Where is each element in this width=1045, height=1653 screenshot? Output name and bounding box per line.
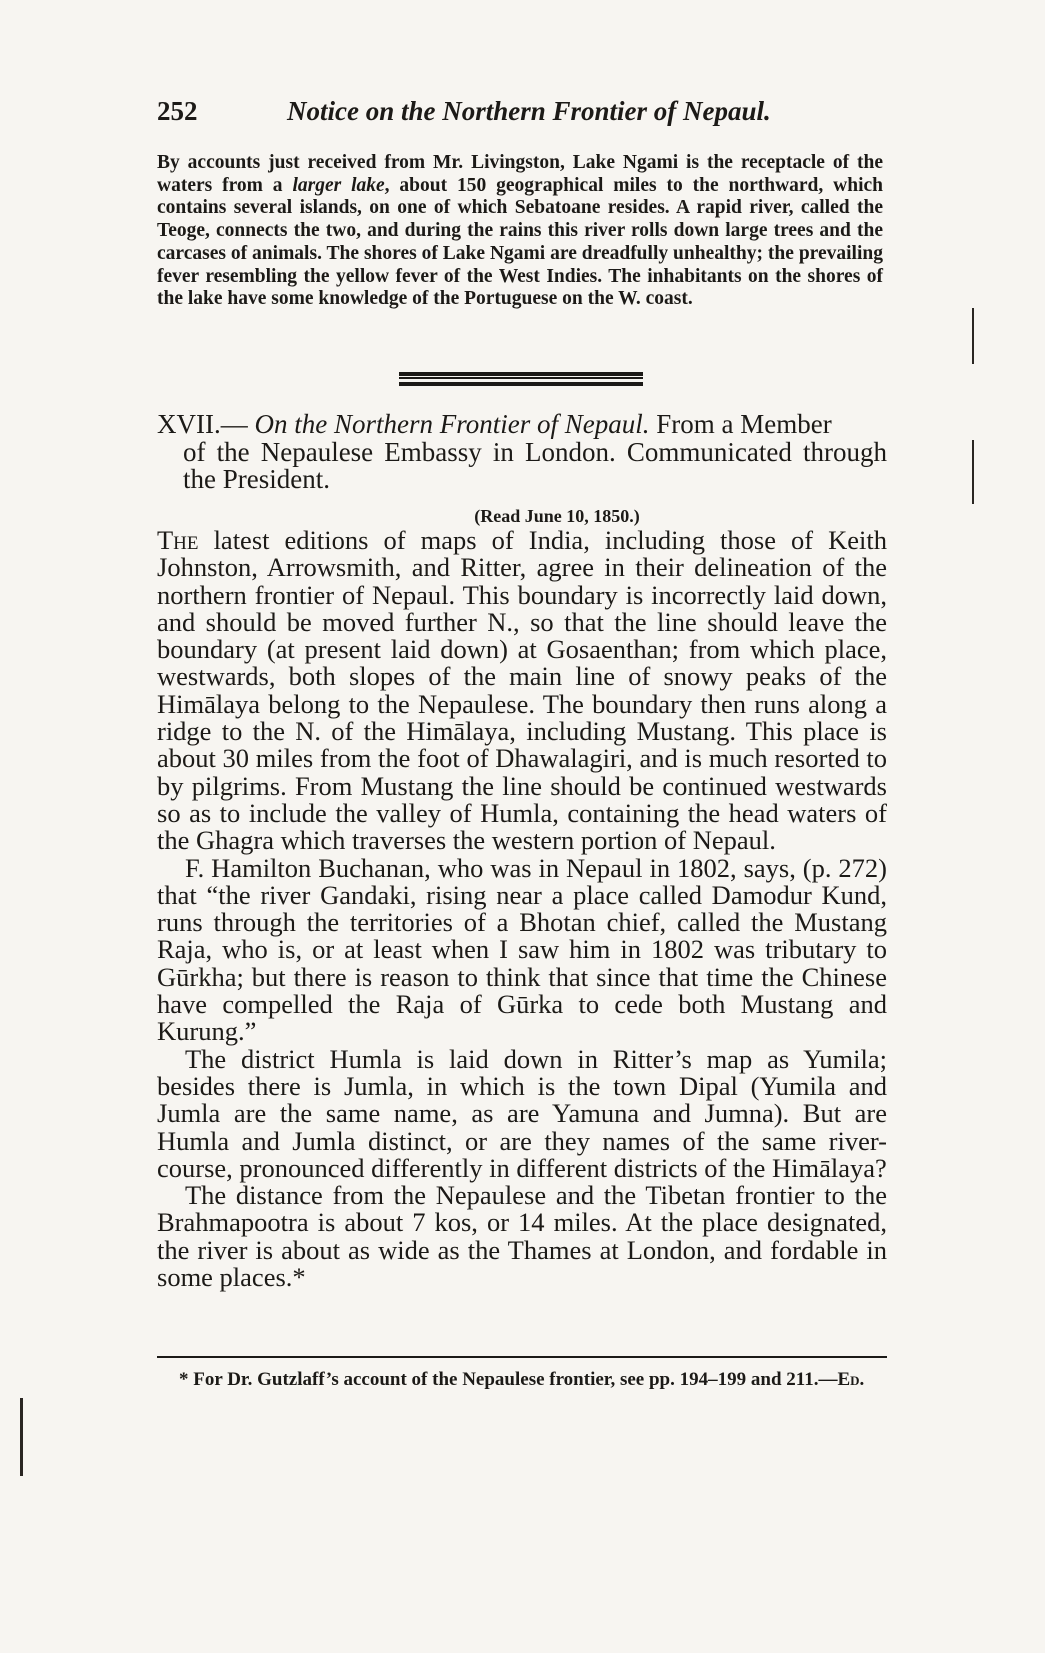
article-number: XVII.	[157, 409, 221, 439]
drop-word: The	[157, 525, 199, 555]
paragraph-2: F. Hamilton Buchanan, who was in Nepaul in 1802, says, (p. 272) that “the river Gandaki, rising near a place called Damodur Kund, runs through the territories of a Bhotan chief, called the Mustang Raja, who is, or at least when I saw him in 1802 was tributary to Gūrkha; but there is reason to think that since that time the Chinese have compelled the Raja of Gūrka to cede both Mustang and Kurung.”	[157, 852, 887, 1047]
footnote-editor: Ed.	[837, 1369, 865, 1390]
livingston-notice	[157, 152, 883, 311]
footnote-rule	[157, 1356, 887, 1358]
article-body	[157, 527, 887, 1291]
scan-margin-mark	[20, 1398, 23, 1476]
section-divider	[399, 372, 643, 386]
notice-text-2: , about 150 geographical miles to the northward, which contains several islands, on one of which Sebatoane resides. A rapid river, called the Teoge, connects the two, and during the rains this river rolls down large trees and the carcases of animals. The shores of Lake Ngami are dreadfully unhealthy; the prevailing fever resembling the yellow fever of the West Indies. The inhabitants on the shores of the lake have some knowledge of the Portuguese on the W. coast.	[157, 174, 884, 310]
notice-text-1: By accounts just received from Mr. Livingston, Lake Ngami is the receptacle of the waters from a	[157, 152, 883, 196]
notice-larger-lake: larger lake	[292, 174, 385, 196]
article-title-line1-rest: From a Member	[649, 409, 832, 439]
footnote	[157, 1369, 887, 1391]
running-title: Notice on the Northern Frontier of Nepaul.	[287, 96, 771, 126]
footnote-text: * For Dr. Gutzlaff’s account of the Nepaulese frontier, see pp. 194–199 and 211.—	[179, 1369, 838, 1390]
article-title-italic: On the Northern Frontier of Nepaul.	[254, 409, 650, 439]
scan-margin-mark	[972, 308, 974, 364]
scan-margin-mark	[972, 440, 974, 504]
paragraph-1	[157, 527, 887, 855]
read-date: (Read June 10, 1850.)	[474, 506, 640, 526]
article-title-rest: of the Nepaulese Embassy in London. Communicated through the President.	[183, 436, 887, 494]
paragraph-3: The district Humla is laid down in Ritter’s map as Yumila; besides there is Jumla, in which is the town Dipal (Yumila and Jumla are the same name, as are Yamuna and Jumna). But are Humla and Jumla distinct, or are they names of the same river-course, pronounced differently in different districts of the Himālaya?	[157, 1043, 887, 1183]
paragraph-1-text: latest editions of maps of India, including those of Keith Johnston, Arrowsmith, and Ritter, agree in their delineation of the northern frontier of Nepaul. This boundary is incorrectly laid down, and should be moved further N., so that the line should leave the boundary (at present laid down) at Gosaenthan; from which place, westwards, both slopes of the main line of snowy peaks of the Himālaya belong to the Nepaulese. The boundary then runs along a ridge to the N. of the Himālaya, including Mustang. This place is about 30 miles from the foot of Dhawalagiri, and is much resorted to by pilgrims. From Mustang the line should be continued westwards so as to include the valley of Humla, containing the head waters of the Ghagra which traverses the western portion of Nepaul.	[157, 525, 887, 856]
page-number: 252	[157, 96, 198, 126]
paragraph-4: The distance from the Nepaulese and the Tibetan frontier to the Brahmapootra is about 7 kos, or 14 miles. At the place designated, the river is about as wide as the Thames at London, and fordable in some places.*	[157, 1180, 887, 1293]
article-title: XVII.— On the Northern Frontier of Nepaul. From a Member of the Nepaulese Embassy in London. Communicated through the President.	[157, 409, 887, 494]
